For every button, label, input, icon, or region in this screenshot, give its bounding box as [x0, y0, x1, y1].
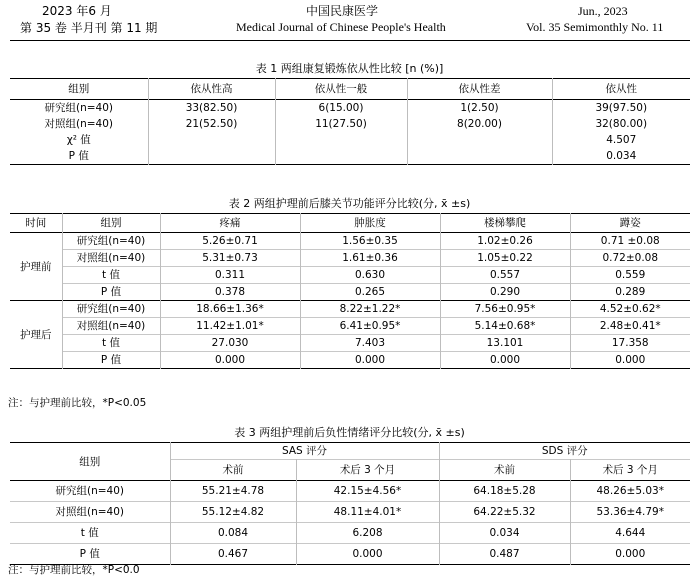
- table-row: [10, 148, 690, 165]
- header-issue-en: Vol. 35 Semimonthly No. 11: [526, 20, 664, 34]
- table1-cell: χ² 值: [66, 134, 91, 146]
- header-date-en: Jun., 2023: [578, 4, 628, 18]
- table2-cell: 11.42±1.01*: [160, 318, 300, 335]
- table3-cell: 0.000: [570, 544, 690, 565]
- table2-before-label: 护理前: [20, 260, 52, 273]
- table2-cell: t 值: [62, 335, 160, 352]
- table3-header-row: [10, 443, 690, 460]
- table2-after-label: 护理后: [20, 328, 52, 341]
- table2-cell: 1.61±0.36: [300, 250, 440, 267]
- table2-cell: 对照组(n=40): [62, 250, 160, 267]
- table3-cell: 6.208: [296, 523, 439, 544]
- table3-cell: 0.000: [296, 544, 439, 565]
- table1-cell: 研究组(n=40): [44, 102, 113, 114]
- table1-cell: 39(97.50): [552, 100, 690, 117]
- table1-header-row: [10, 79, 690, 100]
- table-row: [10, 335, 690, 352]
- table3-cell: 48.11±4.01*: [296, 502, 439, 523]
- table3-subheader: 术前: [170, 460, 296, 481]
- table1-cell: 4.507: [552, 132, 690, 148]
- table1-cell: 1(2.50): [407, 100, 552, 117]
- table3-cell: t 值: [80, 527, 99, 539]
- table2-cell: 5.14±0.68*: [440, 318, 570, 335]
- table2-header-squat: 蹲姿: [570, 214, 690, 233]
- header-issue: 第 35 卷 半月刊 第 11 期: [20, 21, 158, 35]
- table1-cell: 对照组(n=40): [44, 118, 113, 130]
- table1: [10, 78, 690, 165]
- table-row: [10, 132, 690, 148]
- table3-cell: 0.084: [170, 523, 296, 544]
- table2-cell: 0.378: [160, 284, 300, 301]
- table2-cell: 6.41±0.95*: [300, 318, 440, 335]
- table-row: [10, 267, 690, 284]
- table1-cell: 21(52.50): [148, 116, 275, 132]
- table3-subheader: 术后 3 个月: [570, 460, 690, 481]
- table3-header-group: 组别: [79, 455, 101, 468]
- table2-cell: 2.48±0.41*: [570, 318, 690, 335]
- table1-header-low: 依从性差: [407, 79, 552, 100]
- table3-subheader: 术前: [439, 460, 570, 481]
- table1-cell: P 值: [68, 150, 89, 162]
- table1-cell: [275, 132, 407, 148]
- table2-cell: 27.030: [160, 335, 300, 352]
- table2-cell: 0.71 ±0.08: [570, 233, 690, 250]
- table1-cell: 6(15.00): [275, 100, 407, 117]
- table3-cell: 42.15±4.56*: [296, 481, 439, 502]
- table2-cell: P 值: [62, 284, 160, 301]
- table2-cell: 17.358: [570, 335, 690, 352]
- table2-cell: 0.265: [300, 284, 440, 301]
- table2-header-stairs: 楼梯攀爬: [440, 214, 570, 233]
- table1-cell: [148, 148, 275, 165]
- table2-cell: 0.000: [570, 352, 690, 369]
- table2-cell: 对照组(n=40): [62, 318, 160, 335]
- table1-header-total: 依从性: [552, 79, 690, 100]
- table3-title: 表 3 两组护理前后负性情绪评分比较(分, x̄ ±s): [234, 426, 465, 439]
- table3-cell: 0.034: [439, 523, 570, 544]
- table2-cell: 18.66±1.36*: [160, 301, 300, 318]
- table2: [10, 213, 690, 369]
- table3-note: 注：与护理前比较，*P<0.0: [8, 564, 140, 576]
- table2-header-swelling: 肿胀度: [300, 214, 440, 233]
- header-date: 2023 年6 月: [42, 4, 112, 18]
- table2-cell: 0.557: [440, 267, 570, 284]
- table3-header-sds: SDS 评分: [439, 443, 690, 460]
- table2-cell: 4.52±0.62*: [570, 301, 690, 318]
- table1-cell: 11(27.50): [275, 116, 407, 132]
- header-journal-cn: 中国民康医学: [306, 4, 379, 18]
- table2-cell: P 值: [62, 352, 160, 369]
- table-row: [10, 318, 690, 335]
- table1-cell: [407, 148, 552, 165]
- table2-header-time: 时间: [25, 217, 47, 229]
- table1-cell: 33(82.50): [148, 100, 275, 117]
- table2-cell: 8.22±1.22*: [300, 301, 440, 318]
- table3-cell: 55.21±4.78: [170, 481, 296, 502]
- table-row: [10, 100, 690, 117]
- table-row: [10, 250, 690, 267]
- table3-cell: 55.12±4.82: [170, 502, 296, 523]
- table2-cell: 0.72±0.08: [570, 250, 690, 267]
- table3-cell: 64.22±5.32: [439, 502, 570, 523]
- table2-cell: 5.26±0.71: [160, 233, 300, 250]
- table2-cell: 0.311: [160, 267, 300, 284]
- table1-title: 表 1 两组康复锻炼依从性比较 [n (%)]: [255, 62, 444, 75]
- table2-cell: 0.000: [300, 352, 440, 369]
- table3-cell: 4.644: [570, 523, 690, 544]
- table-row: [10, 523, 690, 544]
- table2-cell: 13.101: [440, 335, 570, 352]
- table2-title: 表 2 两组护理前后膝关节功能评分比较(分, x̄ ±s): [228, 197, 471, 210]
- table-row: [10, 502, 690, 523]
- table-row: [10, 352, 690, 369]
- table-row: [10, 301, 690, 318]
- table2-header-row: [10, 214, 690, 233]
- table1-cell: [275, 148, 407, 165]
- table-row: [10, 284, 690, 301]
- table1-cell: 32(80.00): [552, 116, 690, 132]
- table1-header-mid: 依从性一般: [275, 79, 407, 100]
- table2-cell: 1.02±0.26: [440, 233, 570, 250]
- table3-header-sas: SAS 评分: [170, 443, 439, 460]
- table2-cell: 研究组(n=40): [62, 233, 160, 250]
- table1-cell: [407, 132, 552, 148]
- table1-cell: 0.034: [552, 148, 690, 165]
- table2-note: 注：与护理前比较，*P<0.05: [8, 397, 147, 409]
- header-rule: [10, 40, 690, 41]
- table2-cell: 0.290: [440, 284, 570, 301]
- table3-cell: 64.18±5.28: [439, 481, 570, 502]
- table-row: [10, 116, 690, 132]
- table2-cell: 0.559: [570, 267, 690, 284]
- table3: [10, 442, 690, 565]
- table2-cell: 0.630: [300, 267, 440, 284]
- table2-header-pain: 疼痛: [160, 214, 300, 233]
- table3-cell: 0.487: [439, 544, 570, 565]
- table2-cell: 5.31±0.73: [160, 250, 300, 267]
- table3-cell: 53.36±4.79*: [570, 502, 690, 523]
- table2-cell: 0.289: [570, 284, 690, 301]
- table1-cell: [148, 132, 275, 148]
- table2-cell: 1.56±0.35: [300, 233, 440, 250]
- table3-cell: 对照组(n=40): [55, 506, 124, 518]
- table2-cell: 0.000: [160, 352, 300, 369]
- table2-cell: t 值: [62, 267, 160, 284]
- table3-cell: 48.26±5.03*: [570, 481, 690, 502]
- table2-cell: 7.56±0.95*: [440, 301, 570, 318]
- table1-header-high: 依从性高: [148, 79, 275, 100]
- table2-cell: 7.403: [300, 335, 440, 352]
- table3-cell: 0.467: [170, 544, 296, 565]
- table1-cell: 8(20.00): [407, 116, 552, 132]
- header-journal-en: Medical Journal of Chinese People's Health: [236, 20, 446, 34]
- table3-subheader: 术后 3 个月: [296, 460, 439, 481]
- table2-cell: 1.05±0.22: [440, 250, 570, 267]
- table2-header-group: 组别: [62, 214, 160, 233]
- table2-cell: 研究组(n=40): [62, 301, 160, 318]
- table-row: [10, 481, 690, 502]
- table3-cell: P 值: [79, 548, 100, 560]
- table1-header-group: 组别: [68, 83, 90, 95]
- table-row: [10, 233, 690, 250]
- table3-cell: 研究组(n=40): [55, 485, 124, 497]
- table2-cell: 0.000: [440, 352, 570, 369]
